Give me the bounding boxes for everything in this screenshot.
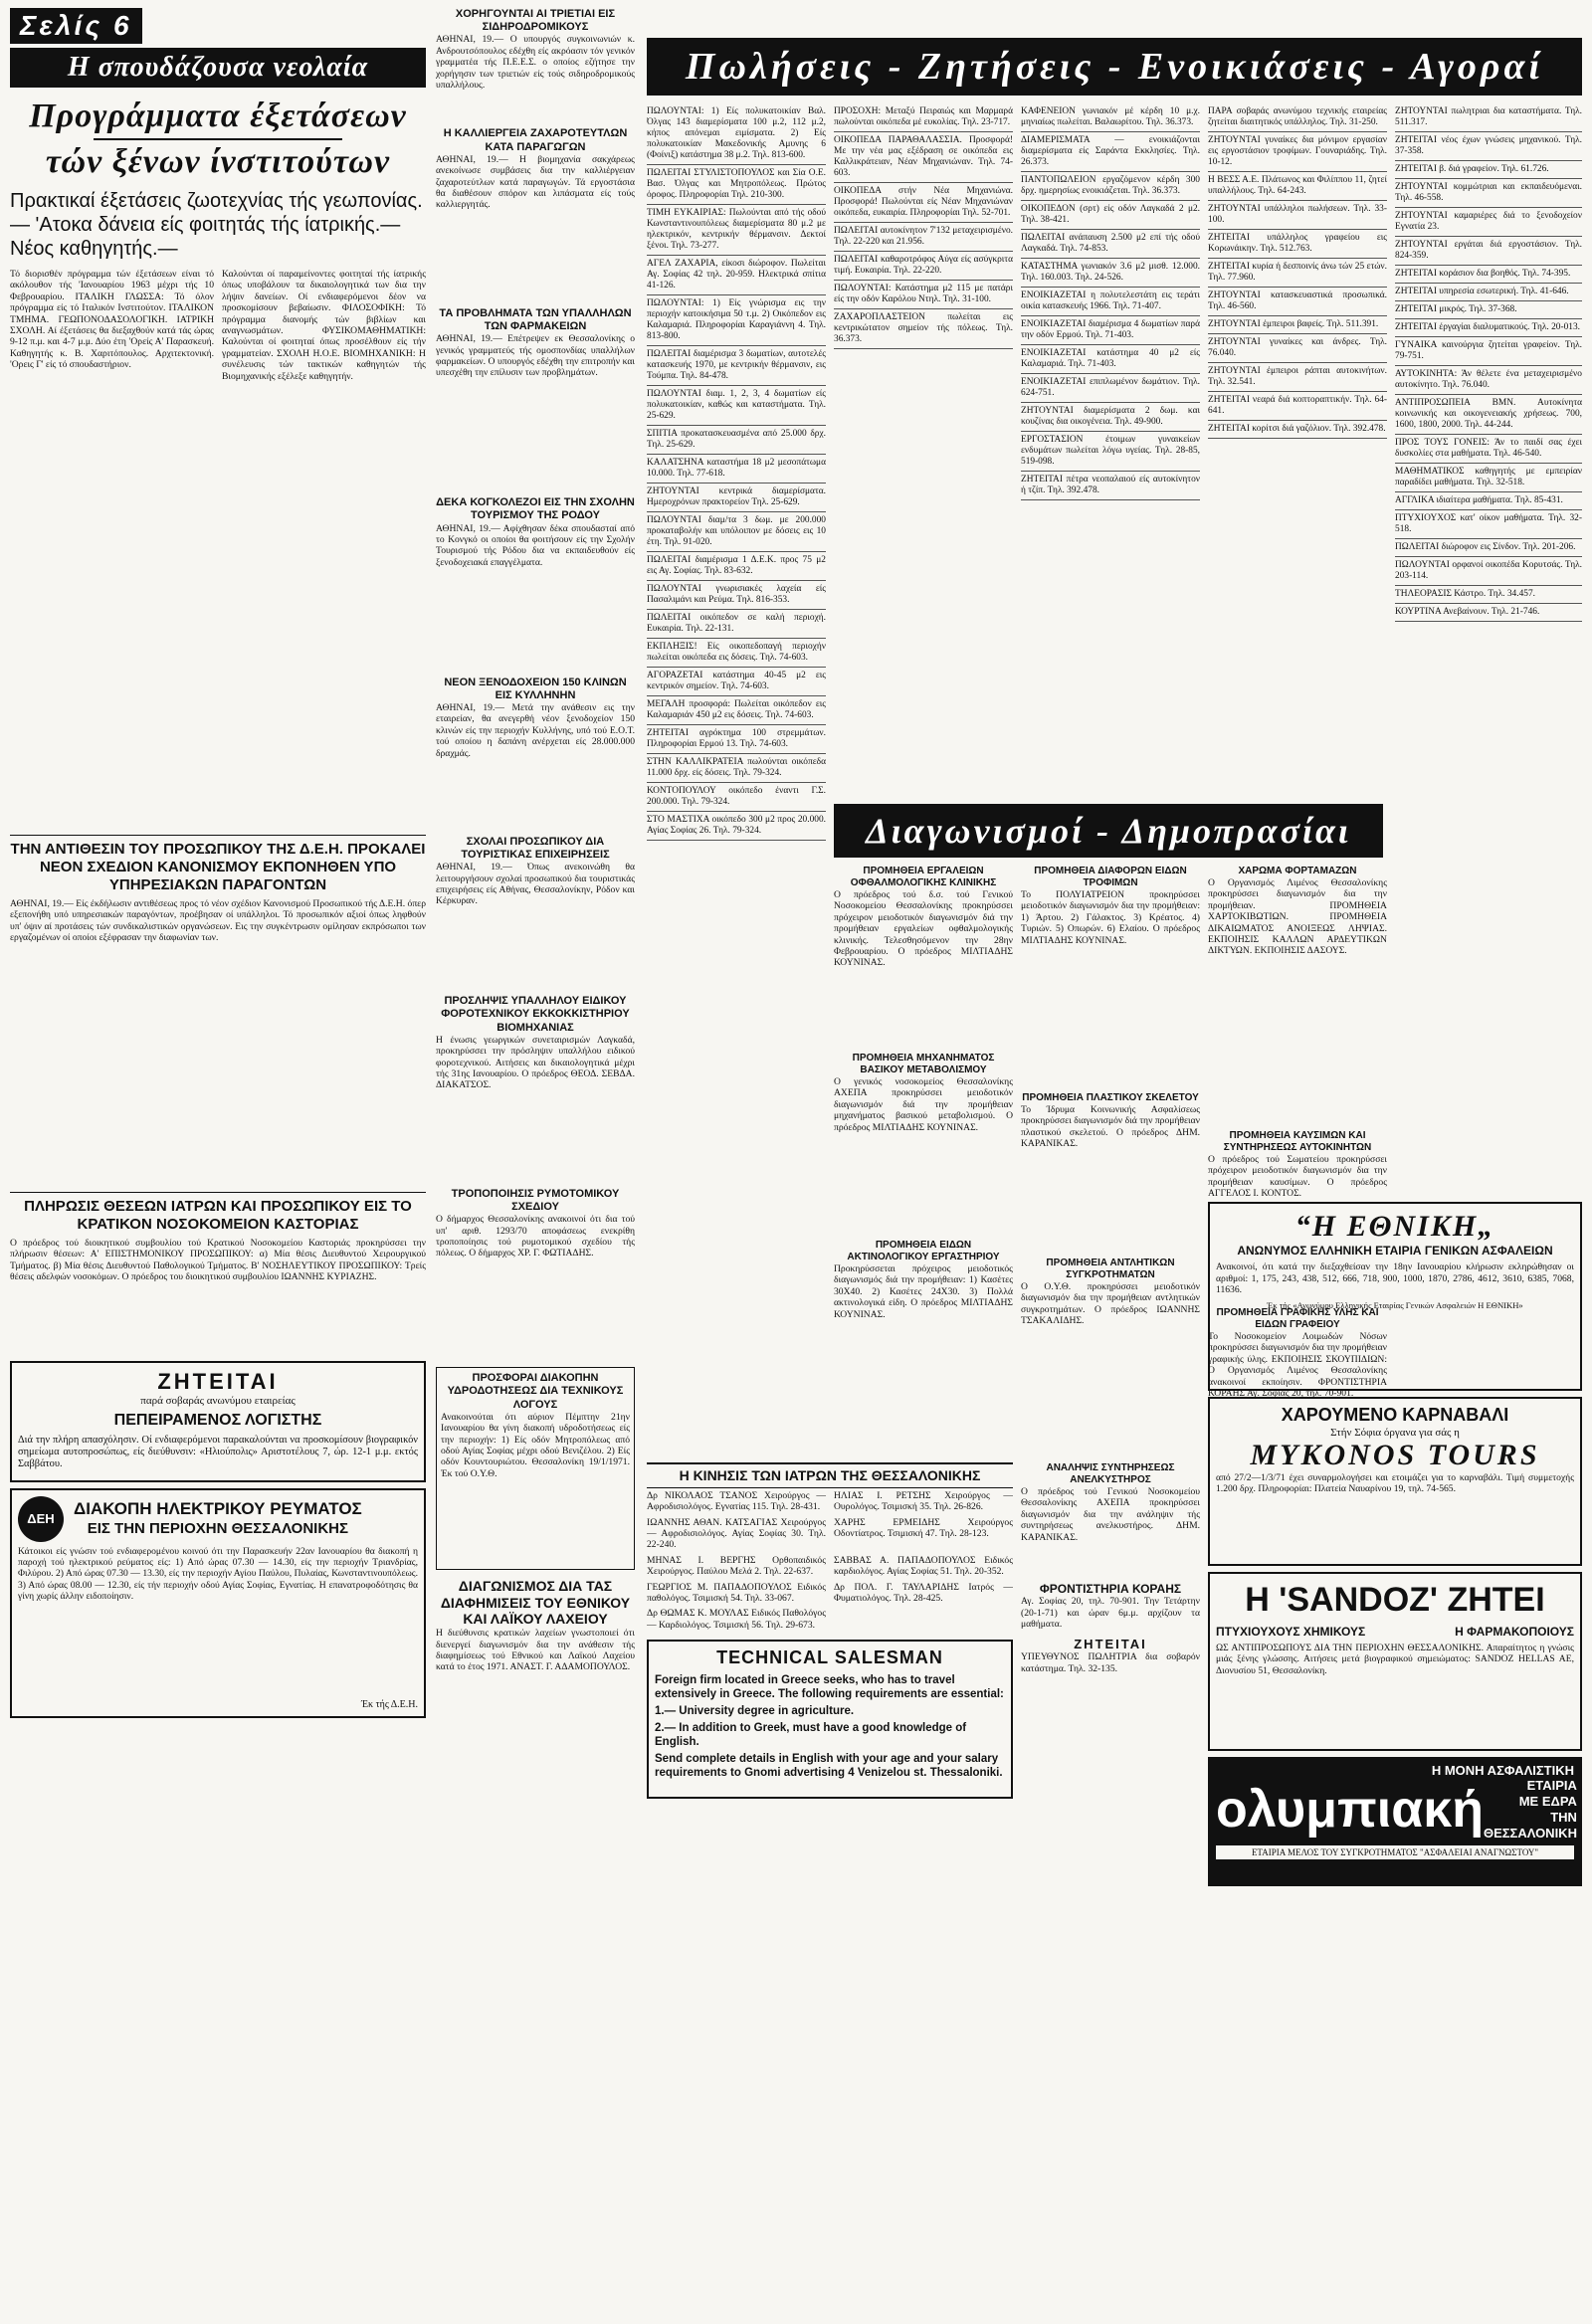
olympiaki-tagline: Η ΜΟΝΗ ΑΣΦΑΛΙΣΤΙΚΗ	[1431, 1763, 1574, 1778]
sandoz-title: Η 'SANDOZ' ΖΗΤΕΙ	[1245, 1581, 1545, 1619]
tender-headline: ΠΡΟΜΗΘΕΙΑ ΜΗΧΑΝΗΜΑΤΟΣ ΒΑΣΙΚΟΥ ΜΕΤΑΒΟΛΙΣΜΟΥ	[852, 1053, 995, 1075]
outage-signature: Έκ τής Δ.Ε.Η.	[361, 1698, 418, 1710]
classified-ad: ΚΑΛΑΤΣΗΝΑ καταστήμα 18 μ2 μεσοπάτωμα 10.000. Τηλ. 77-618.	[647, 455, 826, 484]
ad-subheadline: παρά σοβαράς ανωνύμου εταιρείας	[140, 1395, 296, 1408]
tutoring-headline: ΦΡΟΝΤΙΣΤΗΡΙΑ ΚΟΡΑΗΣ	[1039, 1582, 1182, 1596]
classified-ad: ΖΗΤΕΙΤΑΙ αγρόκτημα 100 στρεμμάτων. Πληροφορίαι Ερμού 13. Τηλ. 74-603.	[647, 725, 826, 754]
headline-line2: τών ξένων ίνστιτούτων	[45, 143, 391, 180]
classified-ad: ΖΗΤΟΥΝΤΑΙ κεντρικά διαμερίσματα. Ημεροχρόνων πρακτορείον Τηλ. 25-629.	[647, 484, 826, 512]
ethniki-body: Ανακοινοί, ότι κατά την διεξαχθείσαν την 18ην Ιανουαρίου κλήρωσιν εκληρώθησαν οι αριθμοί: 1, 175, 243, 438, 512, 666, 718, 900, 1000, 1870, 2786, 4612, 3610, 6385, 7068, 11636.	[1216, 1261, 1574, 1296]
classifieds-column-5	[1395, 103, 1582, 1188]
job-ad-body: ΥΠΕΥΘΥΝΟΣ ΠΩΛΗΤΡΙΑ δια σοβαρόν κατάστημα. Τηλ. 32-135.	[1021, 1651, 1200, 1674]
classified-list	[1395, 103, 1582, 622]
tenders-banner: Διαγωνισμοί - Δημοπρασίαι	[834, 804, 1383, 858]
tender-body: Ο γενικός νοσοκομείος Θεσσαλονίκης ΑΧΕΠΑ προκηρύσσει μειοδοτικόν διαγωνισμόν διά την προμήθειαν μηχανήματος βασικού μεταβολισμού. Ο πρόεδρος ΜΙΛΤΙΑΔΗΣ ΚΟΥΝΙΝΑΣ.	[834, 1076, 1013, 1133]
article-headline: ΠΡΟΣΛΗΨΙΣ ΥΠΑΛΛΗΛΟΥ ΕΙΔΙΚΟΥ ΦΟΡΟΤΕΧΝΙΚΟΥ ΕΚΚΟΚΚΙΣΤΗΡΙΟΥ ΒΙΟΜΗΧΑΝΙΑΣ	[441, 995, 630, 1034]
tutoring-body: Αγ. Σοφίας 20, τηλ. 70-901. Την Τετάρτην (20-1-71) και ώραν 6μ.μ. αρχίζουν τα μαθήματα.	[1021, 1596, 1200, 1631]
olympiaki-line-1: ΕΤΑΙΡΙΑ	[1526, 1778, 1577, 1793]
classified-ad: ΖΗΤΕΙΤΑΙ υπάλληλος γραφείου εις Κορωνάικην. Τηλ. 512.763.	[1208, 230, 1387, 259]
ethniki-signature: Έκ τής «Ανωνύμου Ελληνικής Εταιρίας Γενικών Ασφαλειών Η ΕΘΝΙΚΗ»	[1267, 1299, 1523, 1310]
doctors-headline: Η ΚΙΝΗΣΙΣ ΤΩΝ ΙΑΤΡΩΝ ΤΗΣ ΘΕΣΣΑΛΟΝΙΚΗΣ	[647, 1464, 1013, 1488]
doctor-listing: Δρ ΠΟΛ. Γ. ΤΑΥΛΑΡΙΔΗΣ Ιατρός — Φυματιολόγος. Τηλ. 28-425.	[834, 1581, 1013, 1605]
article-headline: ΤΗΝ ΑΝΤΙΘΕΣΙΝ ΤΟΥ ΠΡΟΣΩΠΙΚΟΥ ΤΗΣ Δ.Ε.Η. ΠΡΟΚΑΛΕΙ ΝΕΟΝ ΣΧΕΔΙΟΝ ΚΑΝΟΝΙΣΜΟΥ ΕΚΠΟΝΗΘΕΝ ΥΠΟ ΥΠΗΡΕΣΙΑΚΩΝ ΠΑΡΑΓΟΝΤΩΝ	[10, 841, 426, 893]
classified-ad: ΜΑΘΗΜΑΤΙΚΟΣ καθηγητής με εμπειρίαν παραδίδει μαθήματα. Τηλ. 32-518.	[1395, 464, 1582, 492]
classified-ad: ΑΓΟΡΑΖΕΤΑΙ κατάστημα 40-45 μ2 εις κεντρικόν σημείον. Τηλ. 74-603.	[647, 668, 826, 696]
headline-line1: Προγράμματα έξετάσεων	[29, 97, 407, 134]
classified-ad: ΑΓΓΛΙΚΑ ιδιαίτερα μαθήματα. Τηλ. 85-431.	[1395, 492, 1582, 510]
classified-ad: ΠΩΛΕΙΤΑΙ ανάπαυση 2.500 μ2 επί τής οδού Λαγκαδά. Τηλ. 74-853.	[1021, 230, 1200, 259]
ad-body: Διά την πλήρη απασχόλησιν. Οί ενδιαφερόμενοι παρακαλούνται να προσκομίσουν βιογραφικόν σημείωμα αυτοπροσώπως, είς διεύθυνσιν: «Ηλιούπολις» Αριστοτέλους 7, ώρ. 12-1 μ.μ. εκτός Σαββάτου.	[18, 1434, 418, 1469]
article-body: ΑΘΗΝΑΙ, 19.— Επέτρεψεν εκ Θεσσαλονίκης ο γενικός γραμματεύς τής ομοσπονδίας υπαλλήλων φαρμακείων. Ο υπουργός εδέχθη την επιτροπήν και υπεσχέθη την επίλυσιν των προβλημάτων.	[436, 333, 635, 379]
ad-body	[655, 1673, 1005, 1780]
job-ad-headline: ΖΗΤΕΙΤΑΙ	[1074, 1636, 1147, 1651]
doctor-listing: ΣΑΒΒΑΣ Α. ΠΑΠΑΔΟΠΟΥΛΟΣ Ειδικός καρδιολόγος. Αγίας Σοφίας 51. Τηλ. 20-352.	[834, 1554, 1013, 1578]
classified-ad: ΣΠΙΤΙΑ προκατασκευασμένα από 25.000 δρχ. Τηλ. 25-629.	[647, 426, 826, 455]
classified-ad: ΠΩΛΟΥΝΤΑΙ ορφανοί οικοπέδα Κορυτσάς. Τηλ. 203-114.	[1395, 557, 1582, 586]
subheadline: Πρακτικαί έξετάσεις ζωοτεχνίας τής γεωπονίας.— 'Ατοκα δάνεια είς φοιτητάς τής ίατρικής.— Νέος καθηγητής.—	[10, 190, 423, 260]
tender-headline: ΧΑΡΩΜΑ ΦΟΡΤΑΜΑΖΩΝ	[1238, 866, 1357, 876]
doctor-listing: ΧΑΡΗΣ ΕΡΜΕΙΔΗΣ Χειρούργος Οδοντίατρος. Τσιμισκή 47. Τηλ. 28-123.	[834, 1516, 1013, 1540]
classified-ad: ΤΗΛΕΟΡΑΣΙΣ Κάστρο. Τηλ. 34.457.	[1395, 586, 1582, 604]
tender-headline: ΠΡΟΜΗΘΕΙΑ ΚΑΥΣΙΜΩΝ ΚΑΙ ΣΥΝΤΗΡΗΣΕΩΣ ΑΥΤΟΚΙΝΗΤΩΝ	[1223, 1130, 1372, 1153]
doctor-listing: ΗΛΙΑΣ Ι. ΡΕΤΣΗΣ Χειρούργος — Ουρολόγος. Τσιμισκή 35. Τηλ. 26-826.	[834, 1489, 1013, 1513]
divider	[94, 138, 343, 140]
tenders-section-head	[834, 804, 1383, 858]
misc-ads	[1021, 1462, 1200, 1791]
classified-ad: ΕΝΟΙΚΙΑΖΕΤΑΙ διαμέρισμα 4 δωματίων παρά την οδόν Ερμού. Τηλ. 71-403.	[1021, 316, 1200, 345]
tender-headline: ΠΡΟΜΗΘΕΙΑ ΓΡΑΦΙΚΗΣ ΥΛΗΣ ΚΑΙ ΕΙΔΩΝ ΓΡΑΦΕΙΟΥ	[1216, 1307, 1379, 1330]
classified-ad: ΖΗΤΟΥΝΤΑΙ κομμώτριαι και εκπαιδευόμεναι. Τηλ. 46-558.	[1395, 179, 1582, 208]
classified-list	[647, 103, 826, 841]
carnival-title: ΧΑΡΟΥΜΕΝΟ ΚΑΡΝΑΒΑΛΙ	[1281, 1405, 1509, 1425]
classified-ad: ΖΗΤΕΙΤΑΙ νέος έχων γνώσεις μηχανικού. Τηλ. 37-358.	[1395, 132, 1582, 161]
classified-ad: ΠΩΛΟΥΝΤΑΙ: Κατάστημα μ2 115 με πατάρι είς την οδόν Καρόλου Ντηλ. Τηλ. 31-100.	[834, 281, 1013, 309]
outage-subheadline: ΕΙΣ ΤΗΝ ΠΕΡΙΟΧΗΝ ΘΕΣΣΑΛΟΝΙΚΗΣ	[87, 1519, 349, 1537]
ethniki-subtitle: ΑΝΩΝΥΜΟΣ ΕΛΛΗΝΙΚΗ ΕΤΑΙΡΙΑ ΓΕΝΙΚΩΝ ΑΣΦΑΛΕΙΩΝ	[1237, 1244, 1553, 1258]
classified-ad: ΠΩΛΕΙΤΑΙ διώροφον εις Σίνδον. Τηλ. 201-206.	[1395, 539, 1582, 557]
article-body: ΑΘΗΝΑΙ, 19.— Αφίχθησαν δέκα σπουδασταί από το Κονγκό οι οποίοι θα φοιτήσουν είς την Σχολήν Τουρισμού τής Ρόδου δια να εκπαιδευθούν είς ξενοδοχειακά επαγγέλματα.	[436, 522, 635, 568]
classified-ad: ΖΗΤΟΥΝΤΑΙ πωλητριαι δια καταστήματα. Τηλ. 511.317.	[1395, 103, 1582, 132]
box-headline: ΠΡΟΣΦΟΡΑΙ ΔΙΑΚΟΠΗΝ ΥΔΡΟΔΟΤΗΣΕΩΣ ΔΙΑ ΤΕΧΝΙΚΟΥΣ ΛΟΓΟΥΣ	[447, 1372, 624, 1411]
outage-body: Κάτοικοι είς γνώσιν τού ενδιαφερομένου κοινού ότι την Παρασκευήν 22αν Ιανουαρίου θα διακοπή η παροχή τού ηλεκτρικού ρεύματος είς: 1) Από ώρας 07.30 — 14.30, είς την περιοχήν Τριανδρίας, Φιλύρου. 2) Από ώρας 07.30 — 13.30, είς την περιοχήν Αγίου Παύλου, Πυλαίας, Κωνσταντινουπόλεως. 3) Από ώρας 08.00 — 12.30, είς τήν περιοχήν οδού Αγίας Σοφίας, Εγνατίας. Η επανατροφοδότησις θα γίνη χωρίς άλλην ειδοποίησιν.	[18, 1545, 418, 1603]
carnival-ad	[1208, 1397, 1582, 1566]
classified-list	[834, 103, 1013, 349]
article-headline: ΔΙΑΓΩΝΙΣΜΟΣ ΔΙΑ ΤΑΣ ΔΙΑΦΗΜΙΣΕΙΣ ΤΟΥ ΕΘΝΙΚΟΥ ΚΑΙ ΛΑΪΚΟΥ ΛΑΧΕΙΟΥ	[440, 1577, 631, 1628]
tenders-column-1	[834, 866, 1013, 1452]
tender-headline: ΑΝΑΛΗΨΙΣ ΣΥΝΤΗΡΗΣΕΩΣ ΑΝΕΛΚΥΣΤΗΡΟΣ	[1046, 1462, 1175, 1485]
classified-ad: ΠΩΛΕΙΤΑΙ διαμέρισμα 1 Δ.Ε.Κ. προς 75 μ2 εις Αγ. Σοφίας. Τηλ. 83-632.	[647, 552, 826, 581]
article-body-col1: Τό διορισθέν πρόγραμμα τών έξετάσεων είναι τό ακόλουθον τής 'Ιανουαρίου 1963 μέχρι τής 10 Φεβρουαρίου. ΙΤΑΛΙΚΗ ΓΛΩΣΣΑ: Τό όλον πρόγραμμα είς τό Ιταλικόν Ινστιτούτον. ΙΤΑΛΙΚΟΝ ΤΜΗΜΑ. ΓΕΩΠΟΝΟΔΑΣΟΛΟΓΙΚΗ. ΙΑΤΡΙΚΗ ΣΧΟΛΗ. Αί έξετάσεις θα διεξαχθούν κατά τάς ώρας 9-12 π.μ. και 4-7 μ.μ. Δύο έτη 'Ορείς Α' Παρασκευή. Καθηγητής κ. Β. Χαριτόπουλος. Αρχιτεκτονική. 'Ορεις Γ' είς τό σπουδαστήριον.	[10, 269, 214, 371]
sandoz-body: ΩΣ ΑΝΤΙΠΡΟΣΩΠΟΥΣ ΔΙΑ ΤΗΝ ΠΕΡΙΟΧΗΝ ΘΕΣΣΑΛΟΝΙΚΗΣ. Απαραίτητος η γνώσις μιάς ξένης γλώσσης. Αιτήσεις μετά βιογραφικού σημειώματος: SANDOZ HELLAS AE, Διονυσίου 51, Θεσσαλονίκη.	[1216, 1642, 1574, 1676]
article-body: ΑΘΗΝΑΙ, 19.— Μετά την ανάθεσιν εις την εταιρείαν, θα ανεγερθή νέον ξενοδοχείον 150 κλινών είς την περιοχήν Κυλλήνης, υπό τού Ε.Ο.Τ. τού οποίου η δαπάνη ανέρχεται είς 28.000.000 δραχμάς.	[436, 701, 635, 759]
sandoz-role-1: ΠΤΥΧΙΟΥΧΟΥΣ ΧΗΜΙΚΟΥΣ	[1216, 1624, 1366, 1639]
doctor-listing: ΓΕΩΡΓΙΟΣ Μ. ΠΑΠΑΔΟΠΟΥΛΟΣ Ειδικός παθολόγος. Τσιμισκή 54. Τηλ. 33-067.	[647, 1581, 826, 1605]
tender-body: Ο πρόεδρος τού δ.σ. τού Γενικού Νοσοκομείου Θεσσαλονίκης προκηρύσσει πρόχειρον μειοδοτικόν διαγωνισμόν διά την προμήθειαν εργαλείων οφθαλμολογικής κλινικής. Τελεσθησόμενον την 28ην Φεβρουαρίου. Ο πρόεδρος ΜΙΛΤΙΑΔΗΣ ΚΟΥΝΙΝΑΣ.	[834, 889, 1013, 969]
outage-headline: ΔΙΑΚΟΠΗ ΗΛΕΚΤΡΙΚΟΥ ΡΕΥΜΑΤΟΣ	[74, 1499, 362, 1519]
water-outage-box	[436, 1367, 635, 1570]
divider	[10, 835, 426, 836]
classified-ad: ΠΑΝΤΟΠΩΛΕΙΟΝ εργαζόμενον κέρδη 300 δρχ. ημερησίως ενοικιάζεται. Τηλ. 36.373.	[1021, 172, 1200, 201]
classified-ad: ΠΩΛΕΙΤΑΙ καθαροτρόφος Αύγα είς ασύγκριτα τιμή. Ευκαιρία. Τηλ. 22-220.	[834, 252, 1013, 281]
classified-ad: ΕΝΟΙΚΙΑΖΕΤΑΙ επιπλωμένον δωμάτιον. Τηλ. 624-751.	[1021, 374, 1200, 403]
ethniki-title: “Η ΕΘΝΙΚΗ„	[1294, 1210, 1495, 1243]
doctors-list	[647, 1488, 1013, 1633]
classified-ad: ΠΩΛΕΙΤΑΙ αυτοκίνητον 7'132 μεταχειρισμένο. Τηλ. 22-220 και 21.956.	[834, 223, 1013, 252]
tender-body: Προκηρύσσεται πρόχειρος μειοδοτικός διαγωνισμός διά την προμήθειαν: 1) Κασέτες 30Χ40. 2) Κασέτες 24Χ30. 3) Πολλά ακτινολογικά είδη. Ο πρόεδρος ΜΙΛΤΙΑΔΗΣ ΚΟΥΝΙΝΑΣ.	[834, 1263, 1013, 1320]
sandoz-ad	[1208, 1572, 1582, 1751]
divider	[10, 1192, 426, 1193]
classified-ad: ΖΗΤΟΥΝΤΑΙ υπάλληλοι πωλήσεων. Τηλ. 33-100.	[1208, 201, 1387, 230]
tender-headline: ΠΡΟΜΗΘΕΙΑ ΕΙΔΩΝ ΑΚΤΙΝΟΛΟΓΙΚΟΥ ΕΡΓΑΣΤΗΡΙΟΥ	[847, 1240, 1000, 1262]
classified-ad: ΖΗΤΟΥΝΤΑΙ διαμερίσματα 2 δωμ. και κουζίνας δια οικογένεια. Τηλ. 49-900.	[1021, 403, 1200, 432]
classified-ad: ΖΗΤΟΥΝΤΑΙ κατασκευαστικά προσωπικά. Τηλ. 46-560.	[1208, 288, 1387, 316]
article-headline: ΝΕΟΝ ΞΕΝΟΔΟΧΕΙΟΝ 150 ΚΛΙΝΩΝ ΕΙΣ ΚΥΛΛΗΝΗΝ	[444, 676, 627, 701]
ad-headline: ΖΗΤΕΙΤΑΙ	[157, 1369, 279, 1394]
box-body: Ανακοινούται ότι αύριον Πέμπτην 21ην Ιανουαρίου θα γίνη διακοπή υδροδοτήσεως είς την περιοχήν: 1) Είς οδόν Μητροπόλεως από οδού Αγίας Σοφίας μέχρι οδού Βενιζέλου. 2) Είς οδόν Κουντουριώτου. Θεσσαλονίκη 19/1/1971. Έκ τού Ο.Υ.Θ.	[441, 1411, 630, 1479]
doctor-listing: ΙΩΑΝΝΗΣ ΑΘΑΝ. ΚΑΤΣΑΓΙΑΣ Χειρούργος — Αφροδισιολόγος. Αγίας Σοφίας 30. Τηλ. 22-240.	[647, 1516, 826, 1551]
page-label: Σελίς 6	[10, 8, 142, 44]
olympiaki-ad	[1208, 1757, 1582, 1886]
classified-ad: ΠΩΛΟΥΝΤΑΙ διαμ. 1, 2, 3, 4 δωματίων είς πολυκατοικίαν, καθώς και καταστήματα. Τηλ. 25-629.	[647, 386, 826, 426]
tender-body: Το Ίδρυμα Κοινωνικής Ασφαλίσεως προκηρύσσει διαγωνισμόν διά την προμήθειαν πλαστικού σκελετού. Ο πρόεδρος ΔΗΜ. ΚΑΡΑΝΙΚΑΣ.	[1021, 1104, 1200, 1150]
classified-ad: ΕΝΟΙΚΙΑΖΕΤΑΙ η πολυτελεστάτη εις τεράτι οικία κατασκευής 1966. Τηλ. 71-407.	[1021, 288, 1200, 316]
classified-ad: ΚΑΤΑΣΤΗΜΑ γωνιακόν 3.6 μ2 μισθ. 12.000. Τηλ. 160.003. Τηλ. 24-526.	[1021, 259, 1200, 288]
classified-ad: ΜΕΓΑΛΗ προσφορά: Πωλείται οικόπεδον εις Καλαμαριάν 450 μ2 εις δόσεις. Τηλ. 74-603.	[647, 696, 826, 725]
doctor-listing: Δρ ΝΙΚΟΛΑΟΣ ΤΣΑΝΟΣ Χειρούργος — Αφροδισιολόγος. Εγνατίας 115. Τηλ. 28-431.	[647, 1489, 826, 1513]
carnival-body: από 27/2—1/3/71 έχει συναρμολογήσει και ετοιμάζει για το καρναβάλι. Τιμή συμμετοχής 1.200 δρχ. Πληροφορίαι: Πλατεία Ναυαρίνου 19, τηλ. 74-565.	[1216, 1471, 1574, 1494]
article-headline: ΤΡΟΠΟΠΟΙΗΣΙΣ ΡΥΜΟΤΟΜΙΚΟΥ ΣΧΕΔΙΟΥ	[451, 1187, 620, 1213]
classified-ad: ΖΗΤΕΙΤΑΙ πέτρα νεοπαλαιού είς αυτοκίνητον ή τζίπ. Τηλ. 392.478.	[1021, 472, 1200, 500]
ad-headline: TECHNICAL SALESMAN	[716, 1647, 943, 1667]
classified-ad: ΤΙΜΗ ΕΥΚΑΙΡΙΑΣ: Πωλούνται από τής οδού Κωνσταντινουπόλεως διαμερίσματα 80 μ.2 με ηλεκτρικόν, κεντρικήν θέρμανσιν. Δεκτοί ξένοι. Τηλ. 73-277.	[647, 205, 826, 256]
classified-ad: ΠΡΟΣΟΧΗ: Μεταξύ Πειραιώς και Μαρμαρά πωλούνται οικόπεδα μέ ευκολίας. Τηλ. 23-717.	[834, 103, 1013, 132]
classified-ad: ΠΩΛΕΙΤΑΙ διαμέρισμα 3 δωματίων, αυτοτελές κατασκευής 1970, με κεντρικήν θέρμανσιν, εις Τούμπα. Τηλ. 84-478.	[647, 346, 826, 386]
classified-ad: ΠΡΟΣ ΤΟΥΣ ΓΟΝΕΙΣ: Άν το παιδί σας έχει δυσκολίες στα μαθήματα. Τηλ. 46-540.	[1395, 435, 1582, 464]
classified-ad: ΟΙΚΟΠΕΔΑ ΠΑΡΑΘΑΛΑΣΣΙΑ. Προσφορά! Με την νέα μας εξέδραση σε οικόπεδα εις Καλλικράτειαν, Νέαν Μηχανιώναν. Τηλ. 74-603.	[834, 132, 1013, 183]
classified-ad: ΣΤΗΝ ΚΑΛΛΙΚΡΑΤΕΙΑ πωλούνται οικόπεδα 11.000 δρχ. είς δόσεις. Τηλ. 79-324.	[647, 754, 826, 783]
classified-ad: ΖΗΤΕΙΤΑΙ κορίτσι διά γαζόλιον. Τηλ. 392.478.	[1208, 421, 1387, 439]
tender-body: Το Νοσοκομείον Λοιμωδών Νόσων προκηρύσσει διαγωνισμόν δια την προμήθειαν γραφικής ύλης. ΕΚΠΟΙΗΣΙΣ ΣΚΟΥΠΙΔΙΩΝ: Ο Οργανισμός Λιμένος Θεσσαλονίκης ανακοινοί εκποίησιν. ΦΡΟΝΤΙΣΤΗΡΙΑ ΚΟΡΑΗΣ Αγ. Σοφίας 20, τηλ. 70-901.	[1208, 1331, 1387, 1400]
ad-line: 1.— University degree in agriculture.	[655, 1704, 855, 1717]
classified-ad: ΠΩΛΕΙΤΑΙ ΣΤΥΛΙΣΤΟΠΟΥΛΟΣ και Σία Ο.Ε. Βασ. Όλγας και Μητροπόλεως. Πρώτος όροφος. Πληροφορίαι Τηλ. 210-300.	[647, 165, 826, 205]
doctors-section	[647, 1462, 1013, 1634]
classified-ad: ΖΗΤΟΥΝΤΑΙ έμπειροι βαφείς. Τηλ. 511.391.	[1208, 316, 1387, 334]
article-body: ΑΘΗΝΑΙ, 19.— Είς έκδήλωσιν αντιθέσεως προς τό νέον σχέδιον Κανονισμού Προσωπικού τής Δ.Ε.Η. όπερ εξεπονήθη υπό υπηρεσιακών παραγόντων, προέβησαν οί υπάλληλοι. Τό προσωπικόν αξιοί όπως ληφθούν υπ' όψιν αί προτάσεις τών συνδικαλιστικών οργανώσεων. Εις την συγκέντρωσιν ομίλησαν εκπρόσωποι των εργαζομένων οί οποίοι εξέφρασαν την διαφωνίαν των.	[10, 898, 426, 944]
classified-ad: ΟΙΚΟΠΕΔΑ στήν Νέα Μηχανιώνα. Προσφορά! Πωλούνται είς Νέαν Μηχανιώναν οικόπεδα, ευκαιρία. Πληροφορίαι Τηλ. 52-701.	[834, 183, 1013, 223]
article-headline: ΤΑ ΠΡΟΒΛΗΜΑΤΑ ΤΩΝ ΥΠΑΛΛΗΛΩΝ ΤΩΝ ΦΑΡΜΑΚΕΙΩΝ	[439, 306, 632, 332]
classified-ad: ΚΑΦΕΝΕΙΟΝ γωνιακόν μέ κέρδη 10 μ.χ. μηνιαίως πωλείται. Βαλαωρίτου. Τηλ. 36.373.	[1021, 103, 1200, 132]
classified-ad: ΕΚΠΛΗΞΙΣ! Είς οικοπεδοπαγή περιοχήν πωλείται οικόπεδα εις δόσεις. Τηλ. 74-603.	[647, 639, 826, 668]
classified-ad: ΖΗΤΕΙΤΑΙ νεαρά διά κοπτοραπτικήν. Τηλ. 64-641.	[1208, 392, 1387, 421]
tender-body: Ο Ο.Υ.Θ. προκηρύσσει μειοδοτικόν διαγωνισμόν δια την προμήθειαν αντλητικών συγκροτημάτων. Ο πρόεδρος ΙΩΑΝΝΗΣ ΤΣΑΚΑΛΙΔΗΣ.	[1021, 1281, 1200, 1327]
article-body: ΑΘΗΝΑΙ, 19.— Ο υπουργός συγκοινωνιών κ. Ανδρουτσόπουλος εδέχθη είς ακρόασιν τόν γενικόν γραμματέα τής Π.Ε.Ε.Σ. ο οποίος εζήτησε την χορήγησιν των τριετιών είς τούς σιδηροδρομικούς υπαλλήλους.	[436, 34, 635, 91]
ad-role: ΠΕΠΕΙΡΑΜΕΝΟΣ ΛΟΓΙΣΤΗΣ	[113, 1412, 322, 1430]
article-headline: Η ΚΑΛΛΙΕΡΓΕΙΑ ΖΑΧΑΡΟΤΕΥΤΛΩΝ ΚΑΤΑ ΠΑΡΑΓΩΓΩΝ	[443, 127, 628, 153]
newspaper-page	[10, 8, 1582, 2306]
classified-ad: ΖΗΤΟΥΝΤΑΙ εργάται διά εργοστάσιον. Τηλ. 824-359.	[1395, 237, 1582, 266]
classified-ad: ΖΗΤΕΙΤΑΙ κοράσιον δια βοηθός. Τηλ. 74-395.	[1395, 266, 1582, 284]
tender-headline: ΠΡΟΜΗΘΕΙΑ ΠΛΑΣΤΙΚΟΥ ΣΚΕΛΕΤΟΥ	[1022, 1092, 1199, 1103]
classified-ad: ΖΗΤΟΥΝΤΑΙ γυναίκες και άνδρες. Τηλ. 76.040.	[1208, 334, 1387, 363]
tender-body: Το ΠΟΛΥΙΑΤΡΕΙΟΝ προκηρύσσει μειοδοτικόν διαγωνισμόν δια την προμήθειαν: 1) Άρτου. 2) Γάλακτος. 3) Κρέατος. 4) Τυριών. 5) Οπωρών. 6) Ελαίου. Ο πρόεδρος ΜΙΛΤΙΑΔΗΣ ΚΟΥΝΙΝΑΣ.	[1021, 889, 1200, 946]
classified-ad: ΠΩΛΟΥΝΤΑΙ γνωρισιακές λαχεία είς Πασαλιμάνι και Ρεύμα. Τηλ. 816-353.	[647, 581, 826, 610]
ethniki-ad	[1208, 1202, 1582, 1391]
olympiaki-footer: ΕΤΑΙΡΙΑ ΜΕΛΟΣ ΤΟΥ ΣΥΓΚΡΟΤΗΜΑΤΟΣ "ΑΣΦΑΛΕΙΑΙ ΑΝΑΓΝΩΣΤΟΥ"	[1216, 1845, 1574, 1859]
section-banner: Η σπουδάζουσα νεολαία	[10, 48, 426, 88]
olympiaki-line-2: ΜΕ ΕΔΡΑ	[1518, 1794, 1577, 1809]
classified-ad: ΖΗΤΕΙΤΑΙ β. διά γραφείον. Τηλ. 61.726.	[1395, 161, 1582, 179]
article-headline: ΔΕΚΑ ΚΟΓΚΟΛΕΖΟΙ ΕΙΣ ΤΗΝ ΣΧΟΛΗΝ ΤΟΥΡΙΣΜΟΥ ΤΗΣ ΡΟΔΟΥ	[436, 496, 635, 522]
classified-ad: ΖΗΤΕΙΤΑΙ έργαγίαι διαλυματικούς. Τηλ. 20-013.	[1395, 319, 1582, 337]
dei-logo-icon: ΔΕΗ	[18, 1496, 64, 1542]
classified-ad: ΑΓΕΛ ΖΑΧΑΡΙΑ, είκοσι διώροφον. Πωλείται Αγ. Σοφίας 42 τηλ. 20-959. Ηλεκτρικά σπίτια 41-126.	[647, 256, 826, 295]
classified-ad: ΚΟΥΡΤΙΝΑ Ανεβαίνουν. Τηλ. 21-746.	[1395, 604, 1582, 622]
carnival-brand: MYKONOS TOURS	[1250, 1438, 1540, 1471]
right-ads	[1208, 1202, 1582, 1886]
article-headline: ΧΟΡΗΓΟΥΝΤΑΙ ΑΙ ΤΡΙΕΤΙΑΙ ΕΙΣ ΣΙΔΗΡΟΔΡΟΜΙΚΟΥΣ	[455, 8, 616, 34]
ad-line: Foreign firm located in Greece seeks, who has to travel extensively in Greece. The following requirements are essential:	[655, 1673, 1004, 1700]
article-body: Η διεύθυνσις κρατικών λαχείων γνωστοποιεί ότι διενεργεί διαγωνισμόν δια την ανάθεσιν τής διαφημίσεως τού Εθνικού και Λαϊκού Λαχείου κατά το έτος 1971. ΑΝΑΣΤ. Γ. ΑΔΑΜΟΠΟΥΛΟΣ.	[436, 1628, 635, 1673]
classified-ad: ΕΝΟΙΚΙΑΖΕΤΑΙ κατάστημα 40 μ2 είς Καλαμαριά. Τηλ. 71-403.	[1021, 345, 1200, 374]
article-body-col2: Καλούνται οί παραμείνοντες φοιτηταί τής ίατρικής όπως υποβάλουν τα δικαιολογητικά των δια την λήψιν δανείων. Οί ενδιαφερόμενοι δέον να προσκομίσουν βεβαίωσιν. ΦΙΛΟΣΟΦΙΚΗ: Τό πρόγραμμα διανομής τών βιβλίων και αναγνωσμάτων. ΦΥΣΙΚΟΜΑΘΗΜΑΤΙΚΗ: Καλούνται οί φοιτηταί όπως προσέλθουν είς τήν γραμματείαν. ΣΧΟΛΗ Η.Ο.Ε. ΒΙΟΜΗΧΑΝΙΚΗ: Η συνέλευσις τών τακτικών καθηγητών τής Βιομηχανικής εξέλεξε καθηγητήν.	[222, 269, 426, 382]
classified-ad: ΠΑΡΑ σοβαράς ανωνύμου τεχνικής εταιρείας ζητείται διαιτητικός υπάλληλος. Τηλ. 31-250.	[1208, 103, 1387, 132]
classified-ad: ΣΤΟ ΜΑΣΤΙΧΑ οικόπεδο 300 μ2 προς 20.000. Αγίας Σοφίας 26. Τηλ. 79-324.	[647, 812, 826, 841]
job-ad-box	[10, 1361, 426, 1482]
classified-ad: ΠΩΛΟΥΝΤΑΙ διαμ/τα 3 δωμ. με 200.000 προκαταβολήν και υπόλοιπον με δόσεις εις 10 έτη. Τηλ. 91-020.	[647, 512, 826, 552]
olympiaki-line-3: ΤΗΝ ΘΕΣΣΑΛΟΝΙΚΗ	[1483, 1810, 1577, 1840]
technical-salesman-ad	[647, 1640, 1013, 1799]
classified-ad: ΖΗΤΟΥΝΤΑΙ έμπειροι ράπται αυτοκινήτων. Τηλ. 32.541.	[1208, 363, 1387, 392]
classified-ad: ΚΟΝΤΟΠΟΥΛΟΥ οικόπεδο έναντι Γ.Σ. 200.000. Τηλ. 79-324.	[647, 783, 826, 812]
article-body: Ο πρόεδρος τού διοικητικού συμβουλίου τού Κρατικού Νοσοκομείου Καστοριάς προκηρύσσει την πλήρωσιν θέσεων: Α' ΕΠΙΣΤΗΜΟΝΙΚΟΥ ΠΡΟΣΩΠΙΚΟΥ: α) Μία θέσις Διευθυντού Χειρουργικού Τμήματος. β) Μία θέσις Διευθυντού Παθολογικού Τμήματος. Β' ΝΟΣΗΛΕΥΤΙΚΟΥ ΠΡΟΣΩΠΙΚΟΥ: Τρείς θέσεις αδελφών νοσοκόμων. Ο πρόεδρος του διοικητικού συμβουλίου ΙΩΑΝΝΗΣ ΚΥΡΙΑΖΗΣ.	[10, 1238, 426, 1283]
carnival-subtitle: Στήν Σόφια όργανα για σάς η	[1330, 1426, 1460, 1439]
classified-ad: ΖΗΤΕΙΤΑΙ μικρός. Τηλ. 37-368.	[1395, 301, 1582, 319]
ad-line: Send complete details in English with your age and your salary requirements to Gnomi advertising 4 Venizelou st. Thessaloniki.	[655, 1752, 1003, 1779]
tender-body: Ο πρόεδρος τού Γενικού Νοσοκομείου Θεσσαλονίκης ΑΧΕΠΑ προκηρύσσει διαγωνισμόν δια την ανάληψιν τής συντηρήσεως ανελκυστήρος. ΔΗΜ. ΚΑΡΑΝΙΚΑΣ.	[1021, 1486, 1200, 1543]
tender-body: Ο πρόεδρος τού Σωματείου προκηρύσσει πρόχειρον μειοδοτικόν διαγωνισμόν δια την προμήθειαν καυσίμων. Ο πρόεδρος ΑΓΓΕΛΟΣ Ι. ΚΟΝΤΟΣ.	[1208, 1154, 1387, 1200]
classified-ad: ΖΑΧΑΡΟΠΛΑΣΤΕΙΟΝ πωλείται εις κεντρικώτατον σημείον τής πόλεως. Τηλ. 36.373.	[834, 309, 1013, 349]
classified-ad: ΑΝΤΙΠΡΟΣΩΠΕΙΑ ΒΜΝ. Αυτοκίνητα κοινωνικής και οικογενειακής χρήσεως. 700, 1600, 1800, 2000. Τηλ. 44-244.	[1395, 395, 1582, 435]
doctor-listing: ΜΗΝΑΣ Ι. ΒΕΡΓΗΣ Ορθοπαιδικός Χειρούργος. Παύλου Μελά 2. Τηλ. 22-637.	[647, 1554, 826, 1578]
tender-headline: ΠΡΟΜΗΘΕΙΑ ΕΡΓΑΛΕΙΩΝ ΟΦΘΑΛΜΟΛΟΓΙΚΗΣ ΚΛΙΝΙΚΗΣ	[850, 866, 997, 888]
article-body: Η ένωσις γεωργικών συνεταιρισμών Λαγκαδά, προκηρύσσει την πρόσληψιν υπαλλήλου ειδικού φοροτεχνικού. Αιτήσεις και δικαιολογητικά μέχρι τής 31ης Ιανουαρίου. Ο πρόεδρος ΘΕΟΔ. ΣΕΒΔΑ. ΔΙΑΚΑΤΣΟΣ.	[436, 1034, 635, 1091]
tender-headline: ΠΡΟΜΗΘΕΙΑ ΔΙΑΦΟΡΩΝ ΕΙΔΩΝ ΤΡΟΦΙΜΩΝ	[1034, 866, 1187, 888]
article-body: ΑΘΗΝΑΙ, 19.— Όπως ανεκοινώθη θα λειτουργήσουν σχολαί προσωπικού δια τουριστικάς επιχειρήσεις είς Αθήνας, Θεσσαλονίκην, Ρόδον και Κέρκυραν.	[436, 862, 635, 907]
doctor-listing: Δρ ΘΩΜΑΣ Κ. ΜΟΥΛΑΣ Ειδικός Παθολόγος — Καρδιολόγος. Τσιμισκή 56. Τηλ. 29-673.	[647, 1608, 826, 1631]
sandoz-role-2: Η ΦΑΡΜΑΚΟΠΟΙΟΥΣ	[1455, 1624, 1574, 1639]
classified-ad: ΟΙΚΟΠΕΔΟΝ (σρτ) είς οδόν Λαγκαδά 2 μ2. Τηλ. 38-421.	[1021, 201, 1200, 230]
classified-ad: ΑΥΤΟΚΙΝΗΤΑ: Άν θέλετε ένα μεταχειρισμένο αυτοκίνητο. Τηλ. 76.040.	[1395, 366, 1582, 395]
article-body: Ο δήμαρχος Θεσσαλονίκης ανακοινοί ότι δια τού υπ' αριθ. 1293/70 αποφάσεως ενεκρίθη τροποποίησις τού ρυμοτομικού σχεδίου τής πόλεως. Ο δήμαρχος ΧΡ. Γ. ΦΩΤΙΑΔΗΣ.	[436, 1214, 635, 1259]
classified-ad: ΖΗΤΕΙΤΑΙ υπηρεσία εσωτερική. Τηλ. 41-646.	[1395, 284, 1582, 301]
tender-body: Ο Οργανισμός Λιμένος Θεσσαλονίκης προκηρύσσει διαγωνισμόν δια την προμήθειαν. ΠΡΟΜΗΘΕΙΑ ΧΑΡΤΟΚΙΒΩΤΙΩΝ. ΠΡΟΜΗΘΕΙΑ ΔΙΚΑΙΩΜΑΤΟΣ ΑΝΟΙΞΕΩΣ ΛΗΨΙΑΣ. ΕΚΠΟΙΗΣΙΣ ΚΑΛΛΩΝ ΑΡΔΕΥΤΙΚΩΝ ΔΙΚΤΥΩΝ. ΕΚΠΟΙΗΣΙΣ ΔΑΣΟΥΣ.	[1208, 877, 1387, 957]
classified-ad: ΖΗΤΟΥΝΤΑΙ γυναίκες δια μόνιμον εργασίαν εις εργοστάσιον τροφίμων. Γουναριάδης. Τηλ. 10-12.	[1208, 132, 1387, 172]
classifieds-banner: Πωλήσεις - Ζητήσεις - Ενοικιάσεις - Αγοραί	[647, 38, 1582, 96]
classified-list	[1021, 103, 1200, 500]
classified-ad: ΠΩΛΕΙΤΑΙ οικόπεδον σε καλή περιοχή. Ευκαιρία. Τηλ. 22-131.	[647, 610, 826, 639]
classified-ad: ΠΤΥΧΙΟΥΧΟΣ κατ' οίκον μαθήματα. Τηλ. 32-518.	[1395, 510, 1582, 539]
article-body: ΑΘΗΝΑΙ, 19.— Η βιομηχανία σακχάρεως ανεκοίνωσε συμβάσεις δια την καλλιέργειαν ζαχαροτεύτλων κατά παραγωγών. Τά εργοστάσια θα διαθέσουν σπόρον και λιπάσματα είς τούς καλλιεργητάς.	[436, 153, 635, 211]
left-section	[10, 8, 426, 1718]
classified-ad: ΠΩΛΟΥΝΤΑΙ: 1) Είς πολυκατοικίαν Βαλ. Όλγας 143 διαμερίσματα 100 μ.2, 112 μ.2, κήπος απόνεμαι ειμίσματα. 2) Είς πολυκατοικίαν Μακεδονικής Αμυνης 6 (Φοίνιξ) κατάστημα 38 μ.2. Τηλ. 813-600.	[647, 103, 826, 165]
tenders-column-2	[1021, 866, 1200, 1452]
tender-headline: ΠΡΟΜΗΘΕΙΑ ΑΝΤΛΗΤΙΚΩΝ ΣΥΓΚΡΟΤΗΜΑΤΩΝ	[1046, 1258, 1175, 1280]
classifieds-column-1	[647, 103, 826, 1138]
classified-ad: ΓΥΝΑΙΚΑ καινούργια ζητείται γραφείον. Τηλ. 79-751.	[1395, 337, 1582, 366]
classified-ad: ΠΩΛΟΥΝΤΑΙ: 1) Είς γνώρισμα εις την περιοχήν κατοικήσιμα 50 τ.μ. 2) Οικόπεδον εις Καλαμαριά. Πληροφορίαι Καραγιάννη 4. Τηλ. 813-800.	[647, 295, 826, 346]
news-column	[436, 8, 635, 1781]
classified-list	[1208, 103, 1387, 439]
article-headline: ΣΧΟΛΑΙ ΠΡΟΣΩΠΙΚΟΥ ΔΙΑ ΤΟΥΡΙΣΤΙΚΑΣ ΕΠΙΧΕΙΡΗΣΕΙΣ	[461, 835, 610, 862]
classified-ad: ΔΙΑΜΕΡΙΣΜΑΤΑ — ενοικιάζονται διαμερίσματα είς Σαράντα Εκκλησίες. Τηλ. 26.373.	[1021, 132, 1200, 172]
classified-ad: Η ΒΕΣΣ Α.Ε. Πλάτωνος και Φιλίππου 11, ζητεί υπαλλήλους. Τηλ. 64-243.	[1208, 172, 1387, 201]
classified-ad: ΕΡΓΟΣΤΑΣΙΟΝ έτοιμων γυναικείων ενδυμάτων πωλείται λόγω υγείας. Τηλ. 28-85, 519-098.	[1021, 432, 1200, 472]
olympiaki-logo: ολυμπιακή	[1216, 1781, 1484, 1839]
power-outage-box	[10, 1488, 426, 1718]
classified-ad: ΖΗΤΟΥΝΤΑΙ καμαριέρες διά το ξενοδοχείον Εγνατία 23.	[1395, 208, 1582, 237]
classified-ad: ΖΗΤΕΙΤΑΙ κυρία ή δεσποινίς άνω τών 25 ετών. Τηλ. 77.960.	[1208, 259, 1387, 288]
article-headline: ΠΛΗΡΩΣΙΣ ΘΕΣΕΩΝ ΙΑΤΡΩΝ ΚΑΙ ΠΡΟΣΩΠΙΚΟΥ ΕΙΣ ΤΟ ΚΡΑΤΙΚΟΝ ΝΟΣΟΚΟΜΕΙΟΝ ΚΑΣΤΟΡΙΑΣ	[24, 1198, 412, 1233]
ad-line: 2.— In addition to Greek, must have a good knowledge of English.	[655, 1721, 967, 1748]
